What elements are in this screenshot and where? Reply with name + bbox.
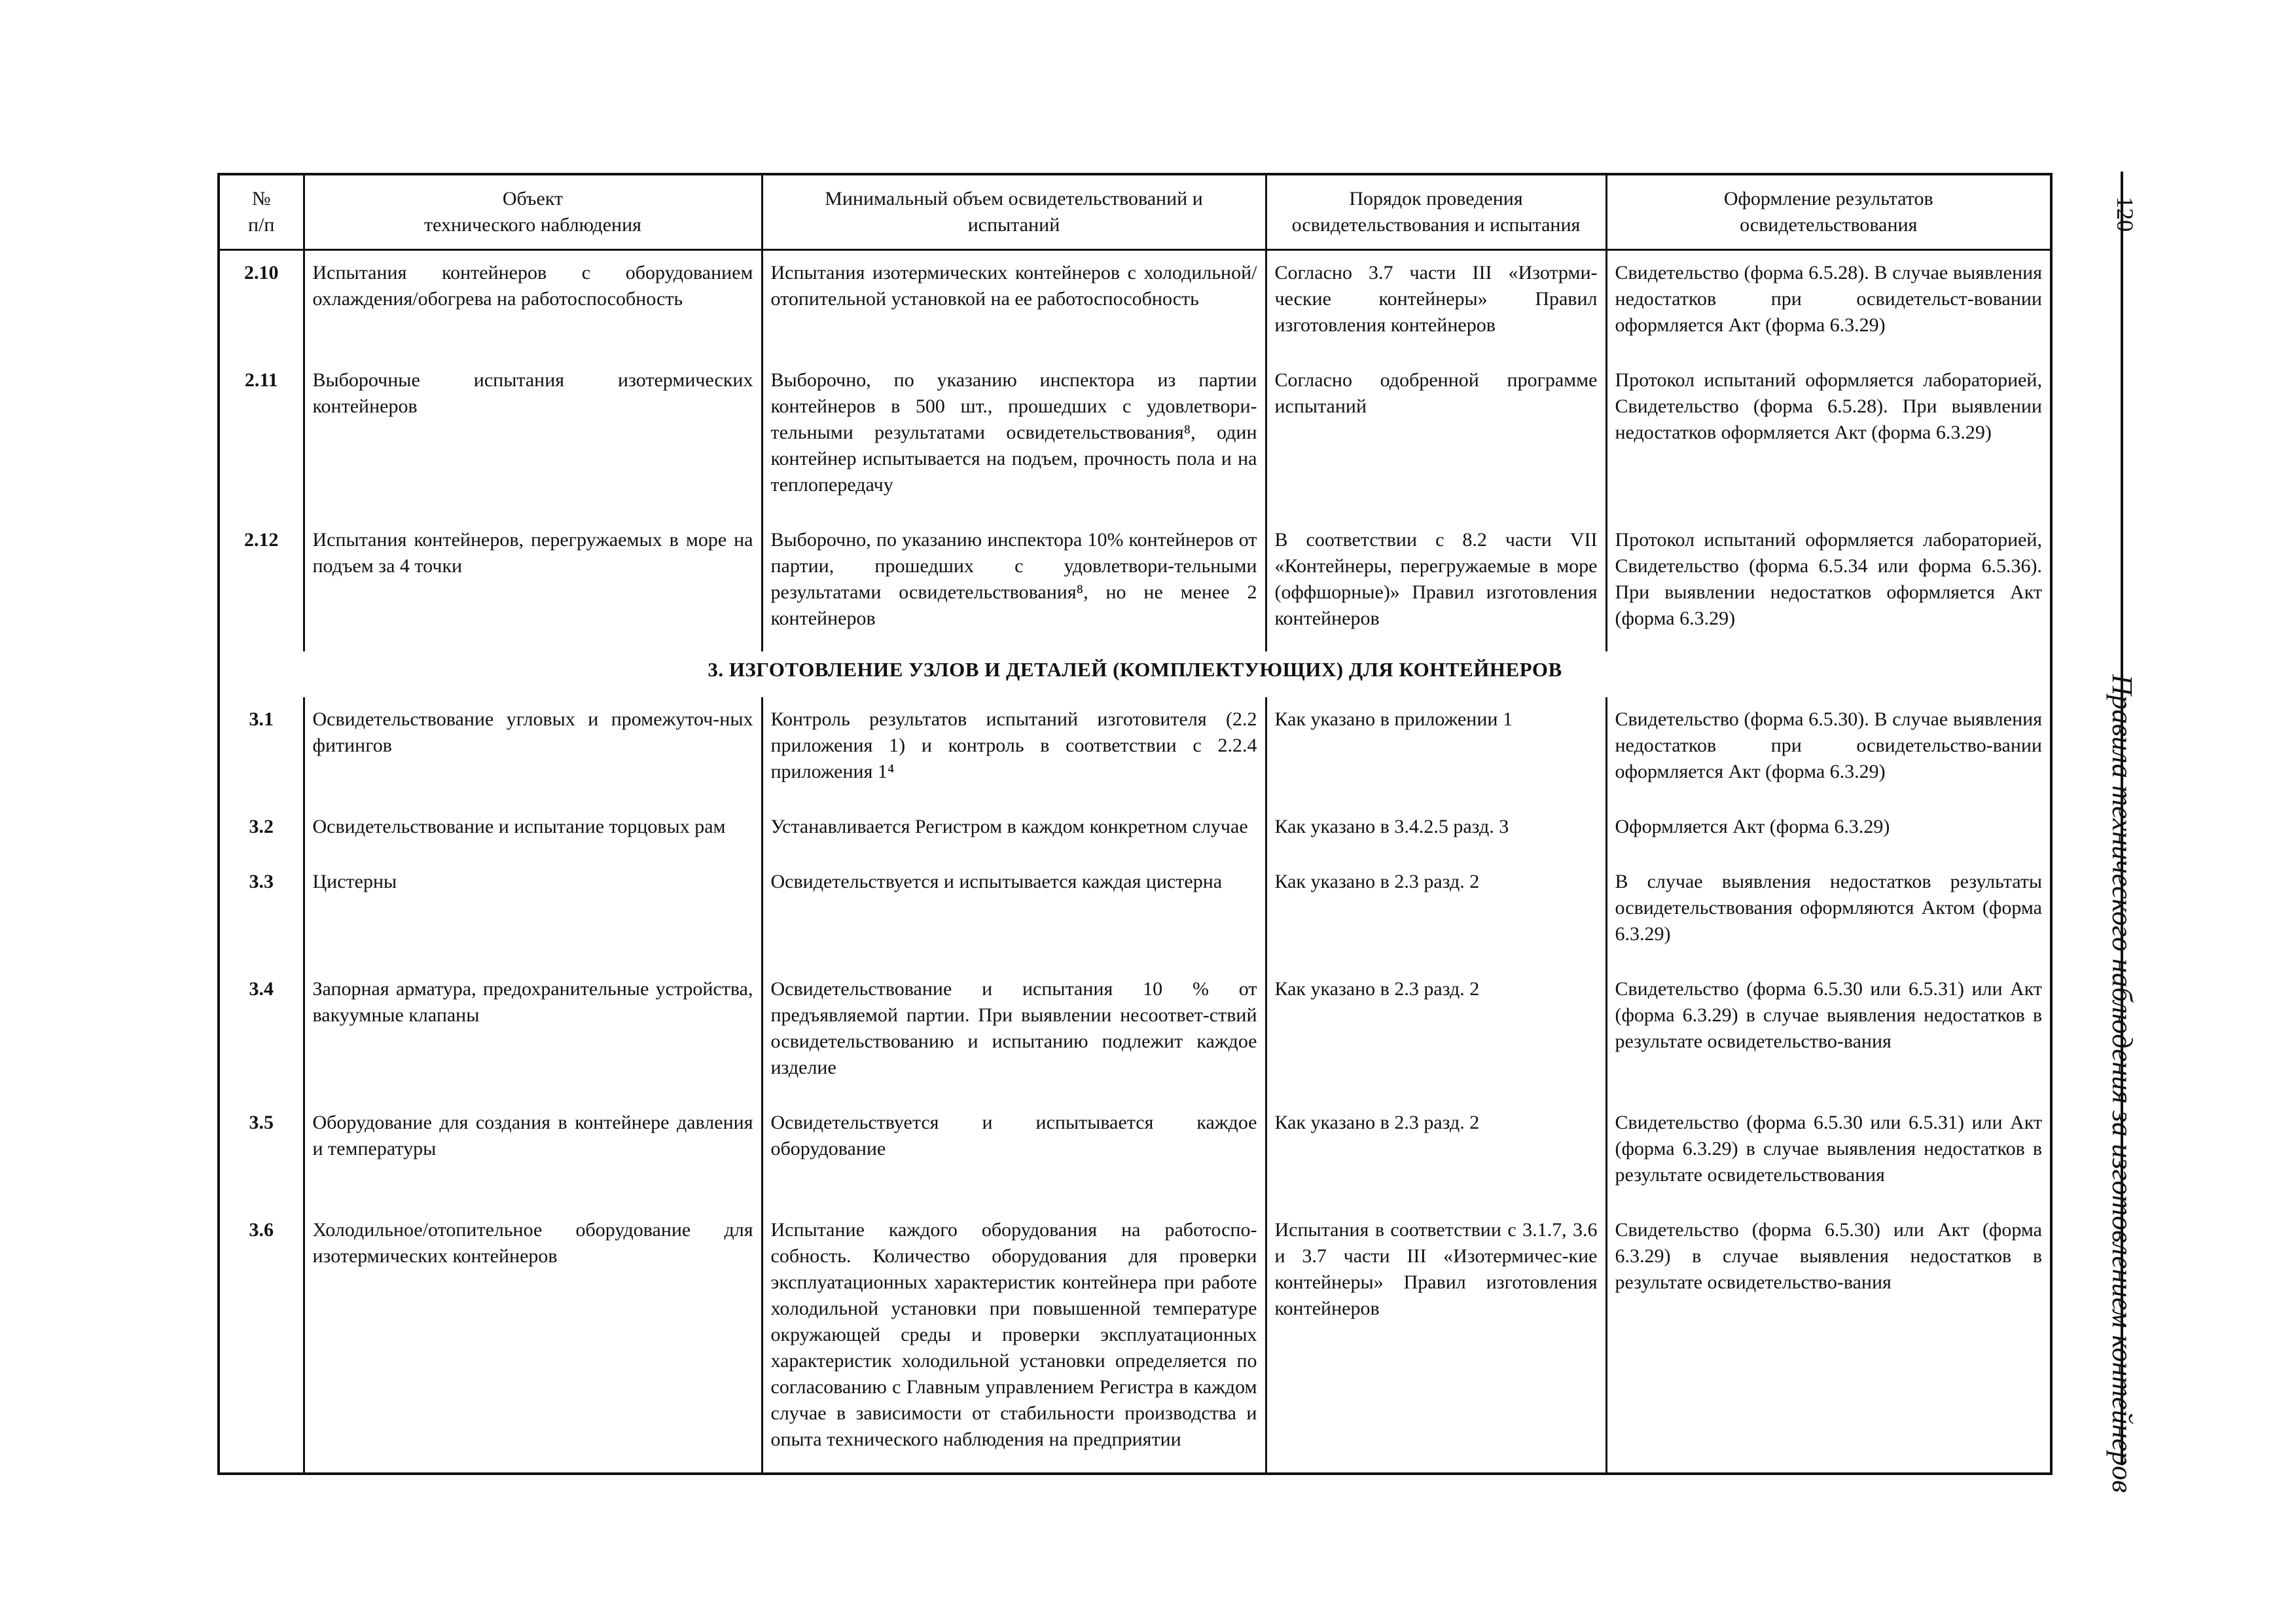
table-header xyxy=(219,174,2051,250)
row-num: 3.3 xyxy=(219,860,304,967)
row-object: Оборудование для создания в контейнере давления и температуры xyxy=(304,1101,762,1208)
row-num: 3.5 xyxy=(219,1101,304,1208)
row-result: Свидетельство (форма 6.5.30). В случае выявления недостатков при освидетельство-вании оформляется Акт (форма 6.3.29) xyxy=(1606,697,2051,805)
row-object: Выборочные испытания изотермических контейнеров xyxy=(304,358,762,518)
row-result: Свидетельство (форма 6.5.30 или 6.5.31) или Акт (форма 6.3.29) в случае выявления недостатков в результате освидетельствования xyxy=(1606,1101,2051,1208)
row-object: Холодильное/отопительное оборудование для изотермических контейнеров xyxy=(304,1208,762,1474)
row-volume: Испытание каждого оборудования на работоспо-собность. Количество оборудования для проверки эксплуатационных характеристик контейнера при работе холодильной установки при повышенной температуре окружающей среды и проверки эксплуатационных характеристик холодильной установки определяется по согласованию с Главным управлением Регистра в каждом случае в зависимости от стабильности производства и опыта технического наблюдения на предприятии xyxy=(762,1208,1266,1474)
header-result: Оформление результатов освидетельствования xyxy=(1606,174,2051,250)
table-row xyxy=(219,250,2051,359)
table-row xyxy=(219,805,2051,860)
row-num: 3.1 xyxy=(219,697,304,805)
row-procedure: Испытания в соответствии с 3.1.7, 3.6 и 3.7 части III «Изотермичес-кие контейнеры» Правил изготовления контейнеров xyxy=(1266,1208,1606,1474)
row-object: Цистерны xyxy=(304,860,762,967)
row-volume: Выборочно, по указанию инспектора 10% контейнеров от партии, прошедших с удовлетвори-тельными результатами освидетельствования⁸, но не менее 2 контейнеров xyxy=(762,518,1266,651)
row-result: Оформляется Акт (форма 6.3.29) xyxy=(1606,805,2051,860)
row-num: 3.2 xyxy=(219,805,304,860)
row-volume: Освидетельствуется и испытывается каждая цистерна xyxy=(762,860,1266,967)
header-object: Объект технического наблюдения xyxy=(304,174,762,250)
row-procedure: Как указано в 2.3 разд. 2 xyxy=(1266,860,1606,967)
header-procedure: Порядок проведения освидетельствования и испытания xyxy=(1266,174,1606,250)
row-procedure: Как указано в 2.3 разд. 2 xyxy=(1266,967,1606,1101)
row-procedure: Как указано в приложении 1 xyxy=(1266,697,1606,805)
row-num: 3.6 xyxy=(219,1208,304,1474)
table-row xyxy=(219,1101,2051,1208)
table-row xyxy=(219,518,2051,651)
row-object: Освидетельствование угловых и промежуточ-ных фитингов xyxy=(304,697,762,805)
row-volume: Освидетельствование и испытания 10 % от предъявляемой партии. При выявлении несоответ-ствий освидетельствованию и испытанию подлежит каждое изделие xyxy=(762,967,1266,1101)
section-heading-row xyxy=(219,651,2051,697)
row-object: Освидетельствование и испытание торцовых рам xyxy=(304,805,762,860)
row-volume: Выборочно, по указанию инспектора из партии контейнеров в 500 шт., прошедших с удовлетвори-тельными результатами освидетельствования⁸, один контейнер испытывается на подъем, прочность пола и на теплопередачу xyxy=(762,358,1266,518)
row-procedure: Как указано в 2.3 разд. 2 xyxy=(1266,1101,1606,1208)
row-object: Запорная арматура, предохранительные устройства, вакуумные клапаны xyxy=(304,967,762,1101)
row-result: В случае выявления недостатков результаты освидетельствования оформляются Актом (форма 6.3.29) xyxy=(1606,860,2051,967)
row-num: 2.10 xyxy=(219,250,304,359)
section-3-title: 3. ИЗГОТОВЛЕНИЕ УЗЛОВ И ДЕТАЛЕЙ (КОМПЛЕКТУЮЩИХ) ДЛЯ КОНТЕЙНЕРОВ xyxy=(708,658,1562,681)
row-volume: Испытания изотермических контейнеров с холодильной/отопительной установкой на ее работоспособность xyxy=(762,250,1266,359)
row-result: Протокол испытаний оформляется лабораторией, Свидетельство (форма 6.5.28). При выявлении недостатков оформляется Акт (форма 6.3.29) xyxy=(1606,358,2051,518)
row-result: Свидетельство (форма 6.5.30) или Акт (форма 6.3.29) в случае выявления недостатков в результате освидетельство-вания xyxy=(1606,1208,2051,1474)
table-row xyxy=(219,697,2051,805)
row-result: Протокол испытаний оформляется лабораторией, Свидетельство (форма 6.5.34 или форма 6.5.36). При выявлении недостатков оформляется Акт (форма 6.3.29) xyxy=(1606,518,2051,651)
header-num: № п/п xyxy=(219,174,304,250)
row-result: Свидетельство (форма 6.5.30 или 6.5.31) или Акт (форма 6.3.29) в случае выявления недостатков в результате освидетельство-вания xyxy=(1606,967,2051,1101)
row-object: Испытания контейнеров, перегружаемых в море на подъем за 4 точки xyxy=(304,518,762,651)
header-volume: Минимальный объем освидетельствований и испытаний xyxy=(762,174,1266,250)
header-row xyxy=(219,174,2051,250)
row-num: 2.12 xyxy=(219,518,304,651)
table-row xyxy=(219,860,2051,967)
table-row xyxy=(219,358,2051,518)
row-volume: Устанавливается Регистром в каждом конкретном случае xyxy=(762,805,1266,860)
page-number: 120 xyxy=(2112,196,2138,232)
table-row xyxy=(219,967,2051,1101)
row-object: Испытания контейнеров с оборудованием охлаждения/обогрева на работоспособность xyxy=(304,250,762,359)
row-procedure: Как указано в 3.4.2.5 разд. 3 xyxy=(1266,805,1606,860)
table-row xyxy=(219,1208,2051,1474)
row-num: 2.11 xyxy=(219,358,304,518)
row-num: 3.4 xyxy=(219,967,304,1101)
row-volume: Освидетельствуется и испытывается каждое оборудование xyxy=(762,1101,1266,1208)
running-title: Правила технического наблюдения за изготовлением контейнеров xyxy=(2106,674,2138,1493)
row-procedure: В соответствии с 8.2 части VII «Контейнеры, перегружаемые в море (оффшорные)» Правил изготовления контейнеров xyxy=(1266,518,1606,651)
row-procedure: Согласно одобренной программе испытаний xyxy=(1266,358,1606,518)
row-procedure: Согласно 3.7 части III «Изотрми-ческие контейнеры» Правил изготовления контейнеров xyxy=(1266,250,1606,359)
row-volume: Контроль результатов испытаний изготовителя (2.2 приложения 1) и контроль в соответствии с 2.2.4 приложения 1⁴ xyxy=(762,697,1266,805)
inspection-table xyxy=(217,173,2053,1475)
table-body xyxy=(219,250,2051,1474)
row-result: Свидетельство (форма 6.5.28). В случае выявления недостатков при освидетельст-вовании оформляется Акт (форма 6.3.29) xyxy=(1606,250,2051,359)
